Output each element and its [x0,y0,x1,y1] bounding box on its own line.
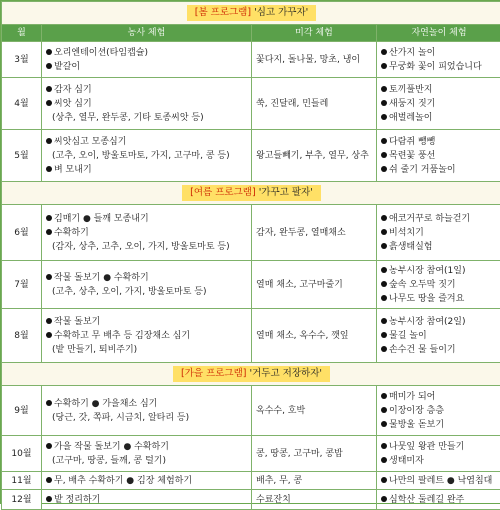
farm-text: 가을 작물 돌보기 ● 수확하기 [54,442,169,452]
month-cell: 11월 [2,472,42,490]
nature-line [381,329,497,343]
farm-line [46,97,247,111]
nature-cell [377,472,500,490]
nature-cell [377,490,500,510]
nature-text: 비석치기 [389,228,424,238]
farm-text: (고추, 오이, 방울토마토, 가지, 고구마, 콩 등) [52,151,230,161]
farm-cell [42,78,252,130]
month-row [2,78,500,130]
bullet-icon [381,215,387,221]
bullet-icon [46,332,52,338]
taste-cell: 쑥, 진달래, 민들레 [252,78,377,130]
nature-text: 농부시장 참여(1일) [389,266,465,276]
bullet-icon [381,477,387,483]
bullet-icon [381,267,387,273]
column-header-row [2,25,500,42]
nature-text: 이장이장 층층 [389,406,444,416]
taste-cell: 꽃다지, 돌나물, 망초, 냉이 [252,42,377,78]
nature-cell [377,309,500,363]
nature-line [381,493,497,507]
season-banner [2,182,500,205]
nature-line [381,264,497,278]
farm-line [46,46,247,60]
nature-text: 물방울 돋보기 [389,420,444,430]
bullet-icon [381,243,387,249]
farm-line [46,397,247,411]
nature-text: 농부시장 참여(2일) [389,317,465,327]
nature-text: 손수건 물 들이기 [389,345,456,355]
nature-text: 애벌레놀이 [389,113,432,123]
bullet-icon [46,86,52,92]
farm-line [46,271,247,285]
season-row [2,363,500,386]
nature-line [381,226,497,240]
farm-cell [42,130,252,182]
schedule-table [1,1,500,510]
month-cell: 5월 [2,130,42,182]
farm-line [46,493,247,507]
nature-cell [377,386,500,436]
nature-text: 나무도 땅을 즐겨요 [389,294,464,304]
bullet-icon [46,496,52,502]
nature-line [381,278,497,292]
farm-line [46,60,247,74]
farm-line [46,411,247,425]
nature-line [381,111,497,125]
schedule-table-body [2,2,500,510]
bullet-icon [46,229,52,235]
month-row [2,42,500,78]
farm-text: 수확하고 무 배추 등 김장채소 심기 [54,331,190,341]
taste-cell: 열매 채소, 옥수수, 깻잎 [252,309,377,363]
nature-text: 물길 놀이 [389,331,427,341]
nature-cell [377,130,500,182]
nature-line [381,474,497,488]
farm-line [46,315,247,329]
farm-text: (감자, 상추, 고추, 오이, 가지, 방울토마토 등) [52,242,230,252]
farm-cell [42,490,252,510]
bullet-icon [381,166,387,172]
nature-text: 숲속 오두막 짓기 [389,280,456,290]
farm-text: 씨앗심고 모종심기 [54,137,126,147]
season-row [2,182,500,205]
taste-cell: 콩, 땅콩, 고구마, 콩밥 [252,436,377,472]
month-cell: 4월 [2,78,42,130]
nature-line [381,404,497,418]
bullet-icon [381,229,387,235]
farm-cell [42,42,252,78]
farm-line [46,226,247,240]
nature-line [381,454,497,468]
season-banner [2,363,500,386]
month-cell: 9월 [2,386,42,436]
farm-text: (당근, 갓, 쪽파, 시금치, 알타리 등) [52,413,189,423]
month-row [2,490,500,510]
bullet-icon [46,274,52,280]
month-row [2,386,500,436]
month-cell: 8월 [2,309,42,363]
nature-line [381,149,497,163]
nature-line [381,212,497,226]
nature-text: 무궁화 꽃이 피었습니다 [389,62,482,72]
farm-text: 김매기 ● 들깨 모종내기 [54,214,149,224]
bullet-icon [381,281,387,287]
taste-cell: 감자, 완두콩, 열매채소 [252,205,377,261]
farm-cell [42,436,252,472]
nature-text: 심학산 둘레길 완주 [389,495,464,505]
farm-line [46,474,247,488]
bullet-icon [46,400,52,406]
farm-cell [42,261,252,309]
bullet-icon [381,496,387,502]
nature-text: 산가지 놀이 [389,48,435,58]
farm-line [46,285,247,299]
farm-line [46,163,247,177]
season-program: [봄 프로그램] [195,7,251,18]
nature-cell [377,261,500,309]
month-cell: 7월 [2,261,42,309]
bullet-icon [381,318,387,324]
nature-cell [377,436,500,472]
farm-text: 작물 돌보기 [54,317,100,327]
month-row [2,436,500,472]
bullet-icon [381,114,387,120]
nature-text: 토끼풀반지 [389,85,432,95]
nature-line [381,315,497,329]
bullet-icon [381,421,387,427]
farm-line [46,135,247,149]
bullet-icon [381,152,387,158]
bullet-icon [381,86,387,92]
farm-line [46,240,247,254]
farm-line [46,212,247,226]
nature-line [381,292,497,306]
farm-line [46,149,247,163]
season-theme: '심고 가꾸자' [254,7,308,18]
farm-line [46,83,247,97]
bullet-icon [46,63,52,69]
bullet-icon [46,49,52,55]
nature-text: 매미가 되어 [389,392,435,402]
farm-text: 오리엔테이션(타임캡슐) [54,48,148,58]
nature-line [381,240,497,254]
bullet-icon [46,166,52,172]
farm-line [46,329,247,343]
bullet-icon [381,407,387,413]
bullet-icon [46,138,52,144]
header-month: 월 [2,25,42,42]
farm-text: 밭갈이 [54,62,80,72]
farm-line [46,343,247,357]
month-row [2,205,500,261]
month-row [2,309,500,363]
season-program: [가을 프로그램] [181,368,247,379]
farm-text: 씨앗 심기 [54,99,92,109]
farm-cell [42,309,252,363]
season-row-spring [2,2,500,25]
farm-line [46,440,247,454]
bullet-icon [381,138,387,144]
taste-cell: 수료잔치 [252,490,377,510]
nature-line [381,135,497,149]
bullet-icon [46,443,52,449]
month-row [2,130,500,182]
farm-text: 밭 정리하기 [54,495,100,505]
month-cell: 12월 [2,490,42,510]
header-taste: 미각 체험 [252,25,377,42]
taste-cell: 왕고들빼기, 부추, 열무, 상추 [252,130,377,182]
farm-cell [42,472,252,490]
bullet-icon [381,63,387,69]
nature-text: 쉬 줄기 거품놀이 [389,165,456,175]
farm-text: (고구마, 땅콩, 들깨, 콩 털기) [52,456,166,466]
month-cell: 3월 [2,42,42,78]
farm-cell [42,386,252,436]
month-cell: 10월 [2,436,42,472]
farm-text: 수확하기 [54,228,89,238]
bullet-icon [381,100,387,106]
nature-text: 애코거꾸로 하늘걷기 [389,214,470,224]
nature-line [381,97,497,111]
bullet-icon [381,332,387,338]
season-banner [2,2,500,25]
nature-line [381,60,497,74]
season-program: [여름 프로그램] [190,187,256,198]
bullet-icon [46,477,52,483]
bullet-icon [381,49,387,55]
nature-text: 흙생태실험 [389,242,432,252]
season-theme: '가꾸고 팔자' [259,187,313,198]
nature-line [381,418,497,432]
farm-text: 벼 모내기 [54,165,92,175]
bullet-icon [381,295,387,301]
nature-cell [377,78,500,130]
bullet-icon [381,443,387,449]
header-nature: 자연놀이 체험 [377,25,500,42]
nature-text: 나뭇잎 왕관 만들기 [389,442,464,452]
nature-line [381,163,497,177]
farm-cell [42,205,252,261]
season-theme: '거두고 저장하자' [250,368,322,379]
bullet-icon [381,457,387,463]
farm-text: 작물 돌보기 ● 수확하기 [54,273,149,283]
month-row [2,261,500,309]
bullet-icon [46,318,52,324]
nature-text: 다람쥐 뺑뺑 [389,137,435,147]
farm-text: 감자 심기 [54,85,92,95]
nature-line [381,440,497,454]
header-farm: 농사 체험 [42,25,252,42]
nature-line [381,46,497,60]
taste-cell: 열매 채소, 고구마줄기 [252,261,377,309]
nature-text: 목련꽃 풍선 [389,151,435,161]
farm-text: 무, 배추 수확하기 ● 김장 체험하기 [54,476,192,486]
taste-cell: 옥수수, 호박 [252,386,377,436]
nature-line [381,343,497,357]
farm-text: (상추, 열무, 완두콩, 기타 토종씨앗 등) [52,113,204,123]
month-cell: 6월 [2,205,42,261]
nature-text: 새둥지 짓기 [389,99,435,109]
taste-cell: 배추, 무, 콩 [252,472,377,490]
bullet-icon [381,346,387,352]
month-row [2,472,500,490]
farm-line [46,111,247,125]
bullet-icon [46,100,52,106]
nature-text: 나만의 팔레트 ● 낙엽침대 [389,476,492,486]
farm-text: (밭 만들기, 퇴비주기) [52,345,137,355]
nature-line [381,83,497,97]
nature-line [381,390,497,404]
bullet-icon [381,393,387,399]
farm-text: 수확하기 ● 가을채소 심기 [54,399,157,409]
bullet-icon [46,215,52,221]
nature-cell [377,205,500,261]
farm-text: (고추, 상추, 오이, 가지, 방울토마토 등) [52,287,207,297]
farm-line [46,454,247,468]
nature-text: 생태미자 [389,456,424,466]
nature-cell [377,42,500,78]
